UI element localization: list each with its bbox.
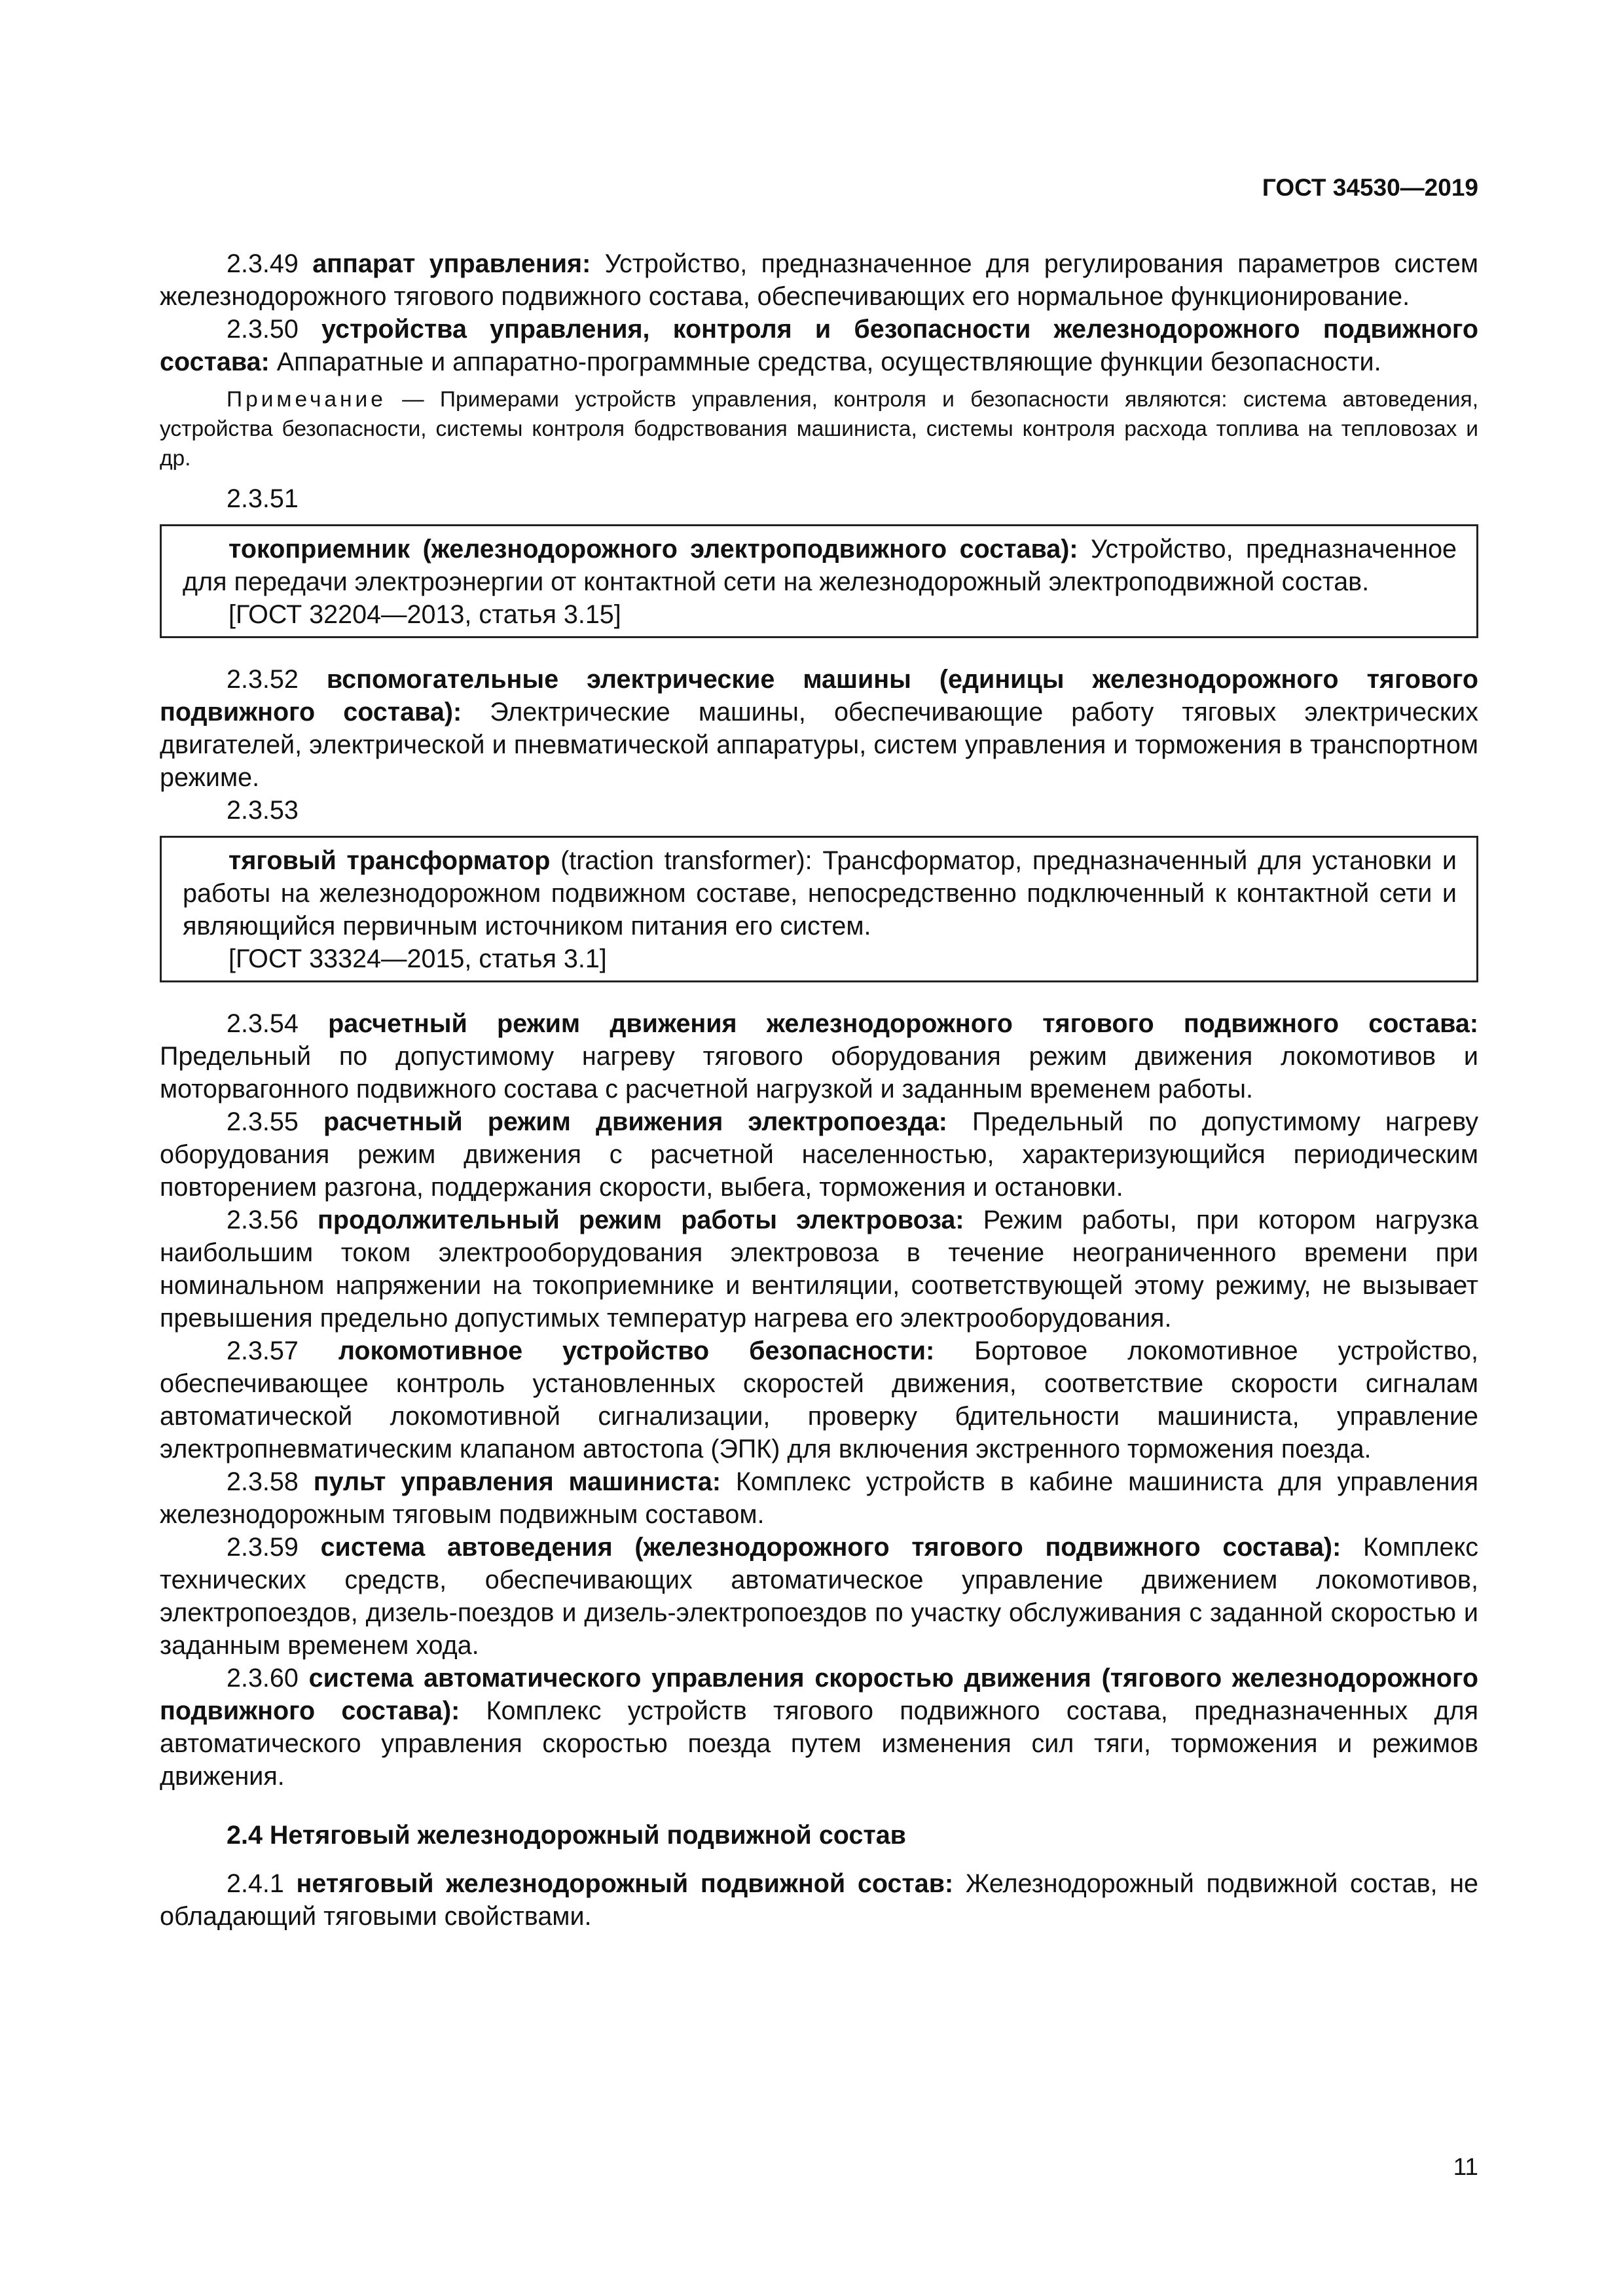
entry-definition: Электрические машины, обеспечивающие работу тяговых электрических двигателей, электрической и пневматической аппаратуры, систем управления и торможения в транспортном режиме. bbox=[160, 698, 1478, 792]
entry-term: расчетный режим движения железнодорожного тягового подвижного состава: bbox=[328, 1009, 1478, 1038]
quoted-term-entry bbox=[183, 533, 1457, 598]
page-number: 11 bbox=[1453, 2153, 1478, 2180]
entry-number: 2.3.57 bbox=[227, 1336, 299, 1365]
entry-definition: Железнодорожный подвижной состав, не обладающий тяговыми свойствами. bbox=[160, 1869, 1478, 1931]
entry-definition: Комплекс технических средств, обеспечивающих автоматическое управление движением локомотивов, электропоездов, дизель-поездов и дизель-электропоездов по участку обслуживания с заданной скоростью и заданным временем хода. bbox=[160, 1533, 1478, 1660]
entry-term: расчетный режим движения электропоезда: bbox=[323, 1107, 947, 1136]
entry-term: локомотивное устройство безопасности: bbox=[338, 1336, 935, 1365]
entry-definition: Предельный по допустимому нагреву тягового оборудования режим движения локомотивов и моторвагонного подвижного состава с расчетной нагрузкой и заданным временем работы. bbox=[160, 1042, 1478, 1103]
quoted-term-box-2-3-51 bbox=[160, 524, 1478, 638]
term-entry-2-3-49 bbox=[160, 247, 1478, 313]
entry-definition: Аппаратные и аппаратно-программные средства, осуществляющие функции безопасности. bbox=[269, 348, 1381, 376]
term-entry-2-3-55 bbox=[160, 1105, 1478, 1204]
entry-definition: Бортовое локомотивное устройство, обеспечивающее контроль установленных скоростей движения, соответствие скорости сигналам автоматической локомотивной сигнализации, проверку бдительности машиниста, управление электропневматическим клапаном автостопа (ЭПК) для включения экстренного торможения поезда. bbox=[160, 1336, 1478, 1463]
entry-definition: Устройство, предназначенное для регулирования параметров систем железнодорожного тягового подвижного состава, обеспечивающих его нормальное функционирование. bbox=[160, 249, 1478, 311]
entry-term: система автоматического управления скоростью движения (тягового железнодорожного подвижного состава): bbox=[160, 1664, 1478, 1725]
entry-number: 2.3.56 bbox=[227, 1206, 299, 1234]
entry-number-2-3-53: 2.3.53 bbox=[227, 796, 299, 825]
quoted-term-box-2-3-53 bbox=[160, 836, 1478, 982]
entry-term: вспомогательные электрические машины (единицы железнодорожного тягового подвижного состава): bbox=[160, 665, 1478, 726]
term-entry-2-3-56 bbox=[160, 1204, 1478, 1335]
entry-definition: Устройство, предназначенное для передачи электроэнергии от контактной сети на железнодорожный электроподвижной состав. bbox=[183, 535, 1457, 596]
entry-number-2-3-51: 2.3.51 bbox=[227, 484, 299, 513]
term-entry-2-3-57 bbox=[160, 1335, 1478, 1465]
entry-number: 2.3.50 bbox=[227, 315, 299, 344]
entry-term: устройства управления, контроля и безопасности железнодорожного подвижного состава: bbox=[160, 315, 1478, 376]
term-entry-2-3-60 bbox=[160, 1662, 1478, 1793]
term-entry-2-4-1 bbox=[160, 1867, 1478, 1933]
entry-term: пульт управления машиниста: bbox=[313, 1467, 721, 1496]
entry-definition: Режим работы, при котором нагрузка наибольшим током электрооборудования электровоза в течение неограниченного времени при номинальном напряжении на токоприемнике и вентиляции, соответствующей этому режиму, не вызывает превышения предельно допустимых температур нагрева его электрооборудования. bbox=[160, 1206, 1478, 1333]
document-body bbox=[160, 247, 1478, 1933]
source-reference: [ГОСТ 32204—2013, статья 3.15] bbox=[228, 600, 621, 629]
entry-definition: Комплекс устройств тягового подвижного состава, предназначенных для автоматического управления скоростью поезда путем изменения сил тяги, торможения и режимов движения. bbox=[160, 1696, 1478, 1791]
entry-number: 2.3.49 bbox=[227, 249, 299, 278]
document-id-header: ГОСТ 34530—2019 bbox=[1262, 174, 1478, 201]
entry-term: аппарат управления: bbox=[312, 249, 591, 278]
entry-number: 2.3.59 bbox=[227, 1533, 299, 1562]
entry-term: тяговый трансформатор bbox=[228, 846, 551, 875]
entry-term: система автоведения (железнодорожного тягового подвижного состава): bbox=[320, 1533, 1341, 1562]
quoted-term-entry bbox=[183, 844, 1457, 942]
entry-term: продолжительный режим работы электровоза: bbox=[318, 1206, 964, 1234]
entry-number: 2.3.58 bbox=[227, 1467, 299, 1496]
term-entry-2-3-59 bbox=[160, 1531, 1478, 1662]
entry-definition: Предельный по допустимому нагреву оборудования режим движения с расчетной населенностью, характеризующийся периодическим повторением разгона, поддержания скорости, выбега, торможения и остановки. bbox=[160, 1107, 1478, 1202]
entry-number: 2.3.55 bbox=[227, 1107, 299, 1136]
entry-definition: Комплекс устройств в кабине машиниста для управления железнодорожным тяговым подвижным составом. bbox=[160, 1467, 1478, 1529]
term-entry-2-3-50 bbox=[160, 313, 1478, 378]
entry-number: 2.3.60 bbox=[227, 1664, 299, 1693]
note-label: Примечание bbox=[227, 387, 386, 412]
term-entry-2-3-58 bbox=[160, 1465, 1478, 1531]
entry-number: 2.3.54 bbox=[227, 1009, 299, 1038]
entry-definition: (traction transformer): Трансформатор, предназначенный для установки и работы на железнодорожном подвижном составе, непосредственно подключенный к контактной сети и являющийся первичным источником питания его систем. bbox=[183, 846, 1457, 941]
entry-number: 2.3.52 bbox=[227, 665, 299, 694]
term-entry-2-3-52 bbox=[160, 663, 1478, 794]
entry-term: токоприемник (железнодорожного электроподвижного состава): bbox=[228, 535, 1078, 564]
section-heading-2-4: 2.4 Нетяговый железнодорожный подвижной состав bbox=[227, 1821, 906, 1850]
entry-number: 2.4.1 bbox=[227, 1869, 284, 1898]
entry-term: нетяговый железнодорожный подвижной состав: bbox=[296, 1869, 954, 1898]
term-entry-2-3-54 bbox=[160, 1007, 1478, 1105]
source-reference: [ГОСТ 33324—2015, статья 3.1] bbox=[228, 944, 607, 973]
note-paragraph bbox=[160, 385, 1478, 473]
note-text: — Примерами устройств управления, контроля и безопасности являются: система автоведения, устройства безопасности, системы контроля бодрствования машиниста, системы контроля расхода топлива на тепловозах и др. bbox=[160, 387, 1478, 471]
